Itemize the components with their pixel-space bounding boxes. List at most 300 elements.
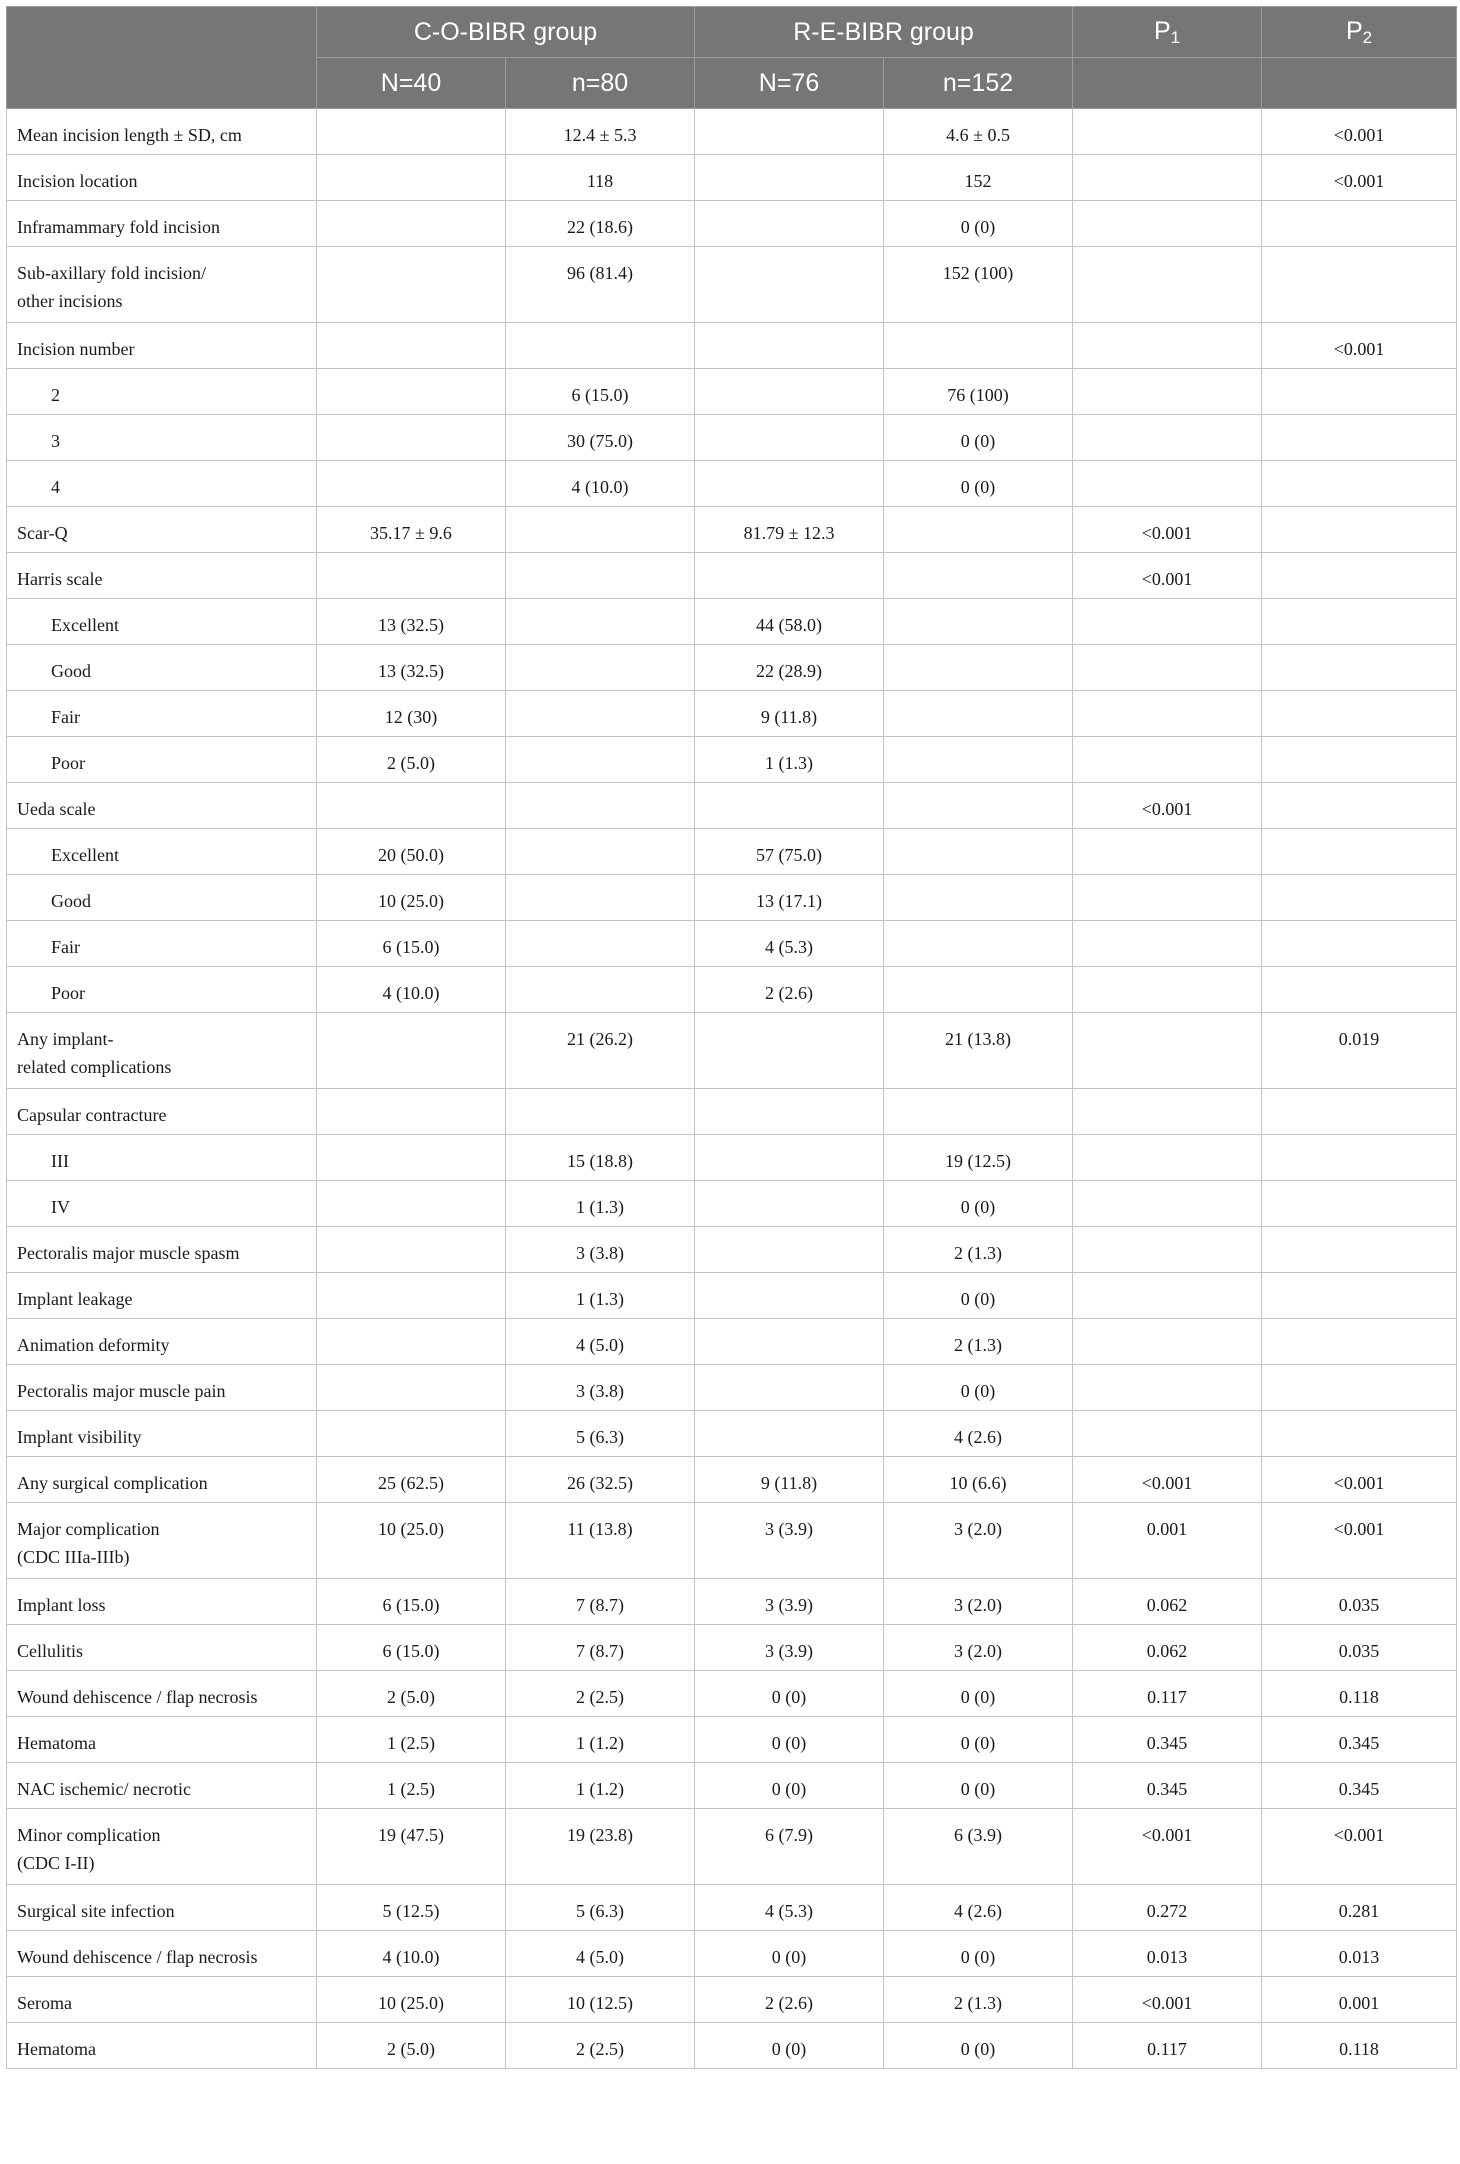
- cell-b-N: 6 (7.9): [695, 1809, 884, 1885]
- cell-p2: 0.345: [1262, 1763, 1457, 1809]
- cell-b-N: [695, 323, 884, 369]
- cell-p2: 0.118: [1262, 1671, 1457, 1717]
- table-row: [7, 1013, 1457, 1089]
- row-label: [7, 1625, 317, 1671]
- cell-a-N: 4 (10.0): [317, 967, 506, 1013]
- cell-b-n: 0 (0): [884, 1671, 1073, 1717]
- row-label-line: Sub-axillary fold incision/: [17, 263, 206, 283]
- row-label: [7, 415, 317, 461]
- row-label-line: Good: [51, 661, 91, 681]
- cell-b-N: [695, 109, 884, 155]
- row-label: [7, 783, 317, 829]
- cell-b-n: 10 (6.6): [884, 1457, 1073, 1503]
- row-label: [7, 1181, 317, 1227]
- cell-p2: [1262, 247, 1457, 323]
- cell-a-n: 22 (18.6): [506, 201, 695, 247]
- cell-b-N: [695, 553, 884, 599]
- cell-b-N: 44 (58.0): [695, 599, 884, 645]
- cell-a-n: [506, 645, 695, 691]
- cell-a-N: 20 (50.0): [317, 829, 506, 875]
- cell-a-n: [506, 829, 695, 875]
- table-row: [7, 1885, 1457, 1931]
- cell-a-N: 13 (32.5): [317, 645, 506, 691]
- cell-p1: [1073, 1365, 1262, 1411]
- cell-b-n: 0 (0): [884, 1273, 1073, 1319]
- cell-b-N: [695, 1227, 884, 1273]
- row-label: [7, 369, 317, 415]
- table-row: [7, 1763, 1457, 1809]
- cell-b-n: 0 (0): [884, 1717, 1073, 1763]
- row-label-line: Seroma: [17, 1993, 72, 2013]
- outcomes-table: [6, 6, 1457, 2069]
- table-row: [7, 1503, 1457, 1579]
- table-row: [7, 645, 1457, 691]
- cell-a-N: [317, 109, 506, 155]
- cell-a-n: 7 (8.7): [506, 1625, 695, 1671]
- row-label: [7, 461, 317, 507]
- cell-p1: 0.117: [1073, 2023, 1262, 2069]
- cell-p2: [1262, 1089, 1457, 1135]
- row-label-line: Minor complication: [17, 1825, 161, 1845]
- cell-a-N: [317, 1365, 506, 1411]
- cell-a-N: [317, 415, 506, 461]
- row-label-line: Hematoma: [17, 1733, 96, 1753]
- table-row: [7, 1089, 1457, 1135]
- cell-p2: [1262, 201, 1457, 247]
- cell-p1: [1073, 369, 1262, 415]
- cell-a-N: [317, 1013, 506, 1089]
- table-row: [7, 201, 1457, 247]
- cell-p1: [1073, 967, 1262, 1013]
- cell-p1: 0.117: [1073, 1671, 1262, 1717]
- cell-a-N: [317, 1135, 506, 1181]
- row-label: [7, 645, 317, 691]
- row-label: [7, 1977, 317, 2023]
- cell-p1: [1073, 921, 1262, 967]
- cell-b-N: 0 (0): [695, 1671, 884, 1717]
- row-label: [7, 155, 317, 201]
- row-label: [7, 1013, 317, 1089]
- cell-b-N: 3 (3.9): [695, 1503, 884, 1579]
- table-row: [7, 1931, 1457, 1977]
- table-row: [7, 737, 1457, 783]
- row-label-line: Excellent: [51, 615, 119, 635]
- header-b-N: N=76: [695, 58, 884, 109]
- cell-a-n: [506, 507, 695, 553]
- table-row: [7, 783, 1457, 829]
- cell-b-n: [884, 829, 1073, 875]
- cell-b-N: [695, 1181, 884, 1227]
- cell-b-n: 4 (2.6): [884, 1885, 1073, 1931]
- cell-p1: <0.001: [1073, 1977, 1262, 2023]
- row-label-line: Implant leakage: [17, 1289, 133, 1309]
- cell-p2: <0.001: [1262, 323, 1457, 369]
- row-label: [7, 1885, 317, 1931]
- row-label-line: III: [51, 1151, 69, 1171]
- row-label-line-2: (CDC I-II): [17, 1853, 95, 1873]
- cell-b-n: 76 (100): [884, 369, 1073, 415]
- cell-a-N: 12 (30): [317, 691, 506, 737]
- cell-p1: [1073, 155, 1262, 201]
- cell-a-N: [317, 155, 506, 201]
- cell-a-n: [506, 691, 695, 737]
- cell-a-n: [506, 737, 695, 783]
- row-label-line: Poor: [51, 983, 86, 1003]
- cell-b-n: 4.6 ± 0.5: [884, 109, 1073, 155]
- cell-p1: <0.001: [1073, 507, 1262, 553]
- cell-b-n: 0 (0): [884, 461, 1073, 507]
- cell-p1: <0.001: [1073, 1809, 1262, 1885]
- table-row: [7, 507, 1457, 553]
- header-blank: [7, 7, 317, 109]
- cell-a-n: 30 (75.0): [506, 415, 695, 461]
- row-label-line: Scar-Q: [17, 523, 68, 543]
- row-label: [7, 1931, 317, 1977]
- cell-b-N: 0 (0): [695, 2023, 884, 2069]
- cell-p1: [1073, 1227, 1262, 1273]
- header-p1: [1073, 7, 1262, 58]
- row-label: [7, 1365, 317, 1411]
- cell-p1: 0.001: [1073, 1503, 1262, 1579]
- cell-b-n: 152: [884, 155, 1073, 201]
- cell-p2: 0.345: [1262, 1717, 1457, 1763]
- cell-p1: [1073, 599, 1262, 645]
- row-label: [7, 967, 317, 1013]
- row-label: [7, 1135, 317, 1181]
- cell-b-n: [884, 783, 1073, 829]
- row-label: [7, 1671, 317, 1717]
- cell-a-N: [317, 1273, 506, 1319]
- cell-a-n: 10 (12.5): [506, 1977, 695, 2023]
- table-row: [7, 691, 1457, 737]
- cell-b-N: 9 (11.8): [695, 1457, 884, 1503]
- cell-p2: 0.035: [1262, 1579, 1457, 1625]
- cell-p2: [1262, 967, 1457, 1013]
- row-label-line: 4: [51, 477, 60, 497]
- cell-p2: 0.035: [1262, 1625, 1457, 1671]
- cell-p1: [1073, 461, 1262, 507]
- cell-a-N: [317, 553, 506, 599]
- cell-b-N: 1 (1.3): [695, 737, 884, 783]
- row-label-line: Animation deformity: [17, 1335, 170, 1355]
- cell-a-n: 3 (3.8): [506, 1227, 695, 1273]
- cell-p1: <0.001: [1073, 783, 1262, 829]
- cell-a-N: 10 (25.0): [317, 875, 506, 921]
- cell-p2: [1262, 1365, 1457, 1411]
- cell-b-n: 0 (0): [884, 1181, 1073, 1227]
- cell-a-N: 2 (5.0): [317, 737, 506, 783]
- row-label: [7, 1579, 317, 1625]
- table-row: [7, 1671, 1457, 1717]
- cell-b-n: [884, 645, 1073, 691]
- cell-b-n: [884, 691, 1073, 737]
- table-row: [7, 829, 1457, 875]
- cell-a-N: 2 (5.0): [317, 2023, 506, 2069]
- cell-p1: 0.062: [1073, 1579, 1262, 1625]
- row-label: [7, 1457, 317, 1503]
- table-row: [7, 967, 1457, 1013]
- cell-a-n: 4 (10.0): [506, 461, 695, 507]
- cell-a-n: 1 (1.3): [506, 1181, 695, 1227]
- cell-p2: [1262, 461, 1457, 507]
- row-label: [7, 875, 317, 921]
- header-a-N: N=40: [317, 58, 506, 109]
- cell-p2: [1262, 921, 1457, 967]
- table-row: [7, 323, 1457, 369]
- table-row: [7, 247, 1457, 323]
- table-body: [7, 109, 1457, 2069]
- table-row: [7, 369, 1457, 415]
- cell-a-N: [317, 1319, 506, 1365]
- row-label-line: Hematoma: [17, 2039, 96, 2059]
- cell-b-n: 0 (0): [884, 201, 1073, 247]
- cell-a-n: [506, 1089, 695, 1135]
- cell-b-N: [695, 1089, 884, 1135]
- header-p1-sub: 1: [1170, 27, 1181, 47]
- cell-a-N: 13 (32.5): [317, 599, 506, 645]
- cell-a-n: 11 (13.8): [506, 1503, 695, 1579]
- cell-p2: <0.001: [1262, 155, 1457, 201]
- cell-b-N: [695, 247, 884, 323]
- cell-b-n: [884, 507, 1073, 553]
- cell-p2: [1262, 553, 1457, 599]
- table-row: [7, 1457, 1457, 1503]
- header-p2-sub: 2: [1362, 27, 1373, 47]
- row-label: [7, 599, 317, 645]
- table-row: [7, 461, 1457, 507]
- row-label: [7, 1273, 317, 1319]
- cell-a-n: [506, 323, 695, 369]
- cell-a-N: [317, 1181, 506, 1227]
- cell-p2: [1262, 1181, 1457, 1227]
- cell-b-N: [695, 1273, 884, 1319]
- table-container: [6, 6, 1456, 2069]
- row-label: [7, 323, 317, 369]
- table-row: [7, 1977, 1457, 2023]
- cell-a-n: [506, 599, 695, 645]
- cell-a-N: 1 (2.5): [317, 1717, 506, 1763]
- row-label-line: Wound dehiscence / flap necrosis: [17, 1687, 258, 1707]
- cell-a-n: 1 (1.2): [506, 1717, 695, 1763]
- row-label-line: Poor: [51, 753, 86, 773]
- cell-a-N: [317, 369, 506, 415]
- row-label-line-2: other incisions: [17, 291, 123, 311]
- cell-a-N: [317, 201, 506, 247]
- cell-b-N: [695, 369, 884, 415]
- table-row: [7, 1411, 1457, 1457]
- cell-p1: <0.001: [1073, 553, 1262, 599]
- cell-p2: [1262, 369, 1457, 415]
- table-row: [7, 1717, 1457, 1763]
- row-label: [7, 829, 317, 875]
- row-label: [7, 737, 317, 783]
- cell-a-N: 6 (15.0): [317, 1625, 506, 1671]
- row-label: [7, 1763, 317, 1809]
- row-label-line: Pectoralis major muscle pain: [17, 1381, 226, 1401]
- cell-p2: [1262, 1273, 1457, 1319]
- header-p2-label: P: [1345, 16, 1363, 45]
- cell-p2: [1262, 829, 1457, 875]
- cell-a-N: 10 (25.0): [317, 1977, 506, 2023]
- cell-p1: 0.013: [1073, 1931, 1262, 1977]
- cell-p1: [1073, 1089, 1262, 1135]
- table-row: [7, 875, 1457, 921]
- cell-b-n: 4 (2.6): [884, 1411, 1073, 1457]
- cell-a-n: [506, 967, 695, 1013]
- cell-p2: [1262, 415, 1457, 461]
- row-label: [7, 1089, 317, 1135]
- cell-p1: [1073, 1135, 1262, 1181]
- table-row: [7, 1181, 1457, 1227]
- cell-b-n: 21 (13.8): [884, 1013, 1073, 1089]
- cell-a-n: 7 (8.7): [506, 1579, 695, 1625]
- cell-a-n: 96 (81.4): [506, 247, 695, 323]
- cell-a-n: 15 (18.8): [506, 1135, 695, 1181]
- cell-p1: [1073, 1411, 1262, 1457]
- cell-a-N: 19 (47.5): [317, 1809, 506, 1885]
- cell-a-N: 35.17 ± 9.6: [317, 507, 506, 553]
- row-label-line: Incision number: [17, 339, 135, 359]
- row-label: [7, 1503, 317, 1579]
- row-label-line: Any implant-: [17, 1029, 114, 1049]
- cell-a-n: 26 (32.5): [506, 1457, 695, 1503]
- cell-p1: [1073, 1273, 1262, 1319]
- cell-p2: 0.281: [1262, 1885, 1457, 1931]
- cell-b-n: 2 (1.3): [884, 1977, 1073, 2023]
- cell-p1: 0.062: [1073, 1625, 1262, 1671]
- header-row-groups: [7, 7, 1457, 58]
- header-p1-label: P: [1153, 16, 1171, 45]
- cell-p2: [1262, 1319, 1457, 1365]
- cell-a-N: [317, 1089, 506, 1135]
- header-a-n: n=80: [506, 58, 695, 109]
- cell-a-N: 10 (25.0): [317, 1503, 506, 1579]
- table-row: [7, 553, 1457, 599]
- cell-b-N: [695, 201, 884, 247]
- cell-b-N: [695, 1319, 884, 1365]
- cell-b-N: 2 (2.6): [695, 967, 884, 1013]
- cell-a-n: 5 (6.3): [506, 1411, 695, 1457]
- row-label-line: IV: [51, 1197, 70, 1217]
- cell-b-N: [695, 1411, 884, 1457]
- row-label-line: Implant loss: [17, 1595, 106, 1615]
- cell-a-n: 4 (5.0): [506, 1319, 695, 1365]
- row-label-line: Capsular contracture: [17, 1105, 167, 1125]
- cell-a-N: [317, 247, 506, 323]
- header-p2: [1262, 7, 1457, 58]
- cell-b-n: 0 (0): [884, 415, 1073, 461]
- row-label: [7, 2023, 317, 2069]
- table-header: [7, 7, 1457, 109]
- row-label: [7, 553, 317, 599]
- row-label-line: Fair: [51, 937, 80, 957]
- cell-a-N: 2 (5.0): [317, 1671, 506, 1717]
- cell-b-n: 3 (2.0): [884, 1625, 1073, 1671]
- table-row: [7, 1135, 1457, 1181]
- row-label-line: 3: [51, 431, 60, 451]
- cell-b-n: 3 (2.0): [884, 1503, 1073, 1579]
- cell-p2: [1262, 691, 1457, 737]
- cell-b-N: [695, 155, 884, 201]
- table-row: [7, 599, 1457, 645]
- cell-b-N: [695, 783, 884, 829]
- cell-p2: 0.013: [1262, 1931, 1457, 1977]
- row-label-line: Inframammary fold incision: [17, 217, 220, 237]
- header-p1-blank: [1073, 58, 1262, 109]
- cell-a-n: [506, 921, 695, 967]
- cell-p1: [1073, 645, 1262, 691]
- cell-b-n: [884, 875, 1073, 921]
- cell-b-N: 4 (5.3): [695, 1885, 884, 1931]
- cell-a-n: 12.4 ± 5.3: [506, 109, 695, 155]
- cell-b-N: 13 (17.1): [695, 875, 884, 921]
- table-row: [7, 1273, 1457, 1319]
- cell-a-N: [317, 783, 506, 829]
- cell-p1: [1073, 691, 1262, 737]
- cell-a-n: [506, 553, 695, 599]
- cell-a-N: [317, 323, 506, 369]
- cell-p1: [1073, 875, 1262, 921]
- cell-p2: [1262, 1135, 1457, 1181]
- cell-p2: [1262, 1411, 1457, 1457]
- header-p2-blank: [1262, 58, 1457, 109]
- cell-p2: 0.001: [1262, 1977, 1457, 2023]
- cell-b-n: 2 (1.3): [884, 1319, 1073, 1365]
- cell-p1: 0.345: [1073, 1717, 1262, 1763]
- cell-a-N: [317, 1227, 506, 1273]
- cell-p2: <0.001: [1262, 109, 1457, 155]
- row-label-line: Harris scale: [17, 569, 103, 589]
- cell-a-N: 6 (15.0): [317, 921, 506, 967]
- cell-b-N: [695, 415, 884, 461]
- cell-a-n: 4 (5.0): [506, 1931, 695, 1977]
- cell-b-n: 2 (1.3): [884, 1227, 1073, 1273]
- cell-p2: 0.019: [1262, 1013, 1457, 1089]
- cell-p2: [1262, 737, 1457, 783]
- cell-b-N: [695, 1365, 884, 1411]
- row-label-line-2: related complications: [17, 1057, 172, 1077]
- table-row: [7, 1319, 1457, 1365]
- cell-a-n: 5 (6.3): [506, 1885, 695, 1931]
- cell-p1: 0.272: [1073, 1885, 1262, 1931]
- row-label-line: Pectoralis major muscle spasm: [17, 1243, 240, 1263]
- cell-p1: <0.001: [1073, 1457, 1262, 1503]
- row-label-line: Major complication: [17, 1519, 160, 1539]
- cell-p1: [1073, 737, 1262, 783]
- cell-b-N: 0 (0): [695, 1931, 884, 1977]
- cell-b-N: 3 (3.9): [695, 1579, 884, 1625]
- cell-b-N: [695, 1135, 884, 1181]
- cell-b-n: [884, 1089, 1073, 1135]
- row-label: [7, 1809, 317, 1885]
- cell-b-n: [884, 967, 1073, 1013]
- cell-a-N: 25 (62.5): [317, 1457, 506, 1503]
- cell-b-N: 0 (0): [695, 1763, 884, 1809]
- cell-b-N: 2 (2.6): [695, 1977, 884, 2023]
- cell-a-N: [317, 1411, 506, 1457]
- row-label: [7, 691, 317, 737]
- table-row: [7, 155, 1457, 201]
- cell-a-N: 1 (2.5): [317, 1763, 506, 1809]
- row-label: [7, 1717, 317, 1763]
- row-label: [7, 921, 317, 967]
- cell-a-n: 1 (1.3): [506, 1273, 695, 1319]
- cell-p1: [1073, 415, 1262, 461]
- table-row: [7, 415, 1457, 461]
- table-row: [7, 921, 1457, 967]
- cell-p2: [1262, 1227, 1457, 1273]
- row-label-line: Wound dehiscence / flap necrosis: [17, 1947, 258, 1967]
